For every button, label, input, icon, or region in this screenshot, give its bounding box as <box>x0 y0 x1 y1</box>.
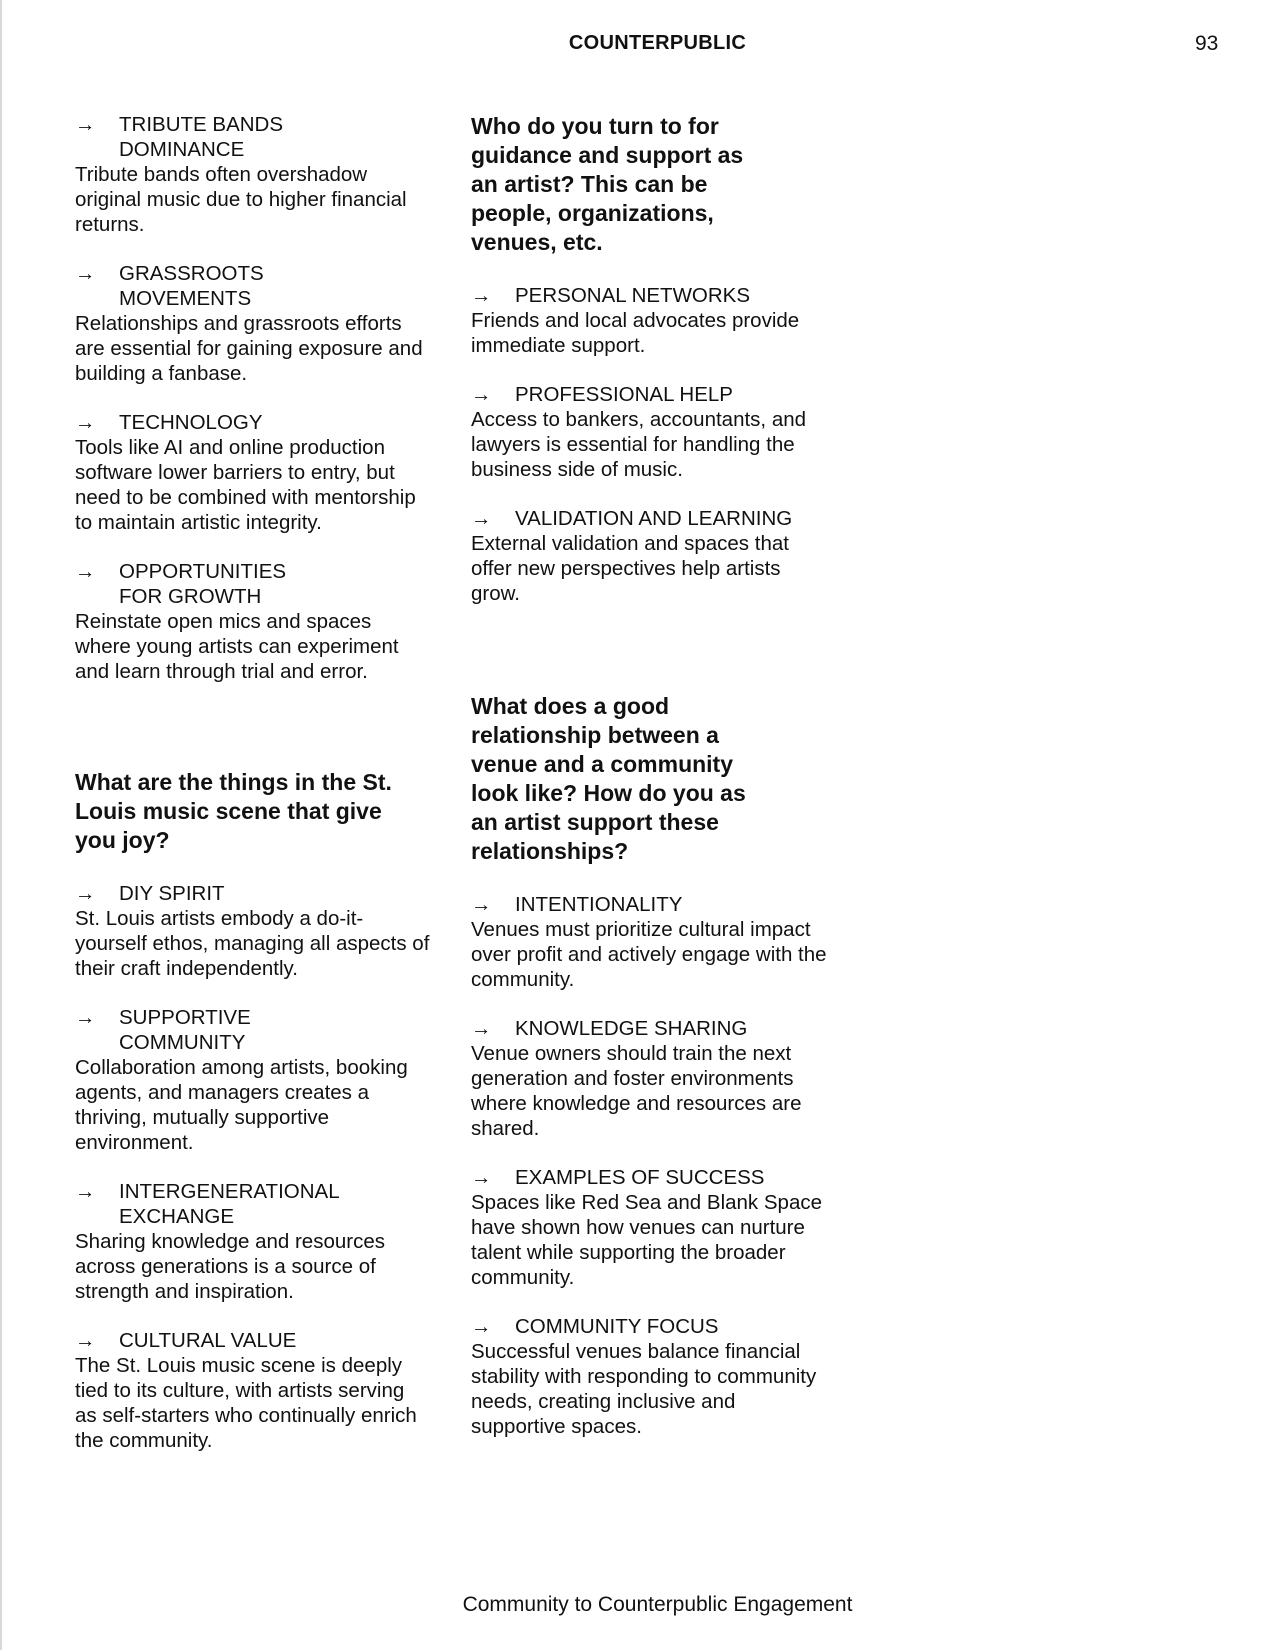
arrow-right-icon: → <box>75 113 96 136</box>
intro-findings-list <box>75 112 450 684</box>
footer-caption: Community to Counterpublic Engagement <box>462 1593 853 1616</box>
finding-item <box>75 1179 450 1304</box>
finding-heading <box>75 261 450 311</box>
finding-title: COMMUNITY FOCUS <box>515 1315 719 1338</box>
arrow-right-icon: → <box>471 893 492 916</box>
finding-title: TECHNOLOGY <box>119 411 263 434</box>
arrow-right-icon: → <box>75 1006 96 1029</box>
finding-heading <box>471 1016 871 1041</box>
finding-title: PROFESSIONAL HELP <box>515 383 733 406</box>
finding-description: Tools like AI and online production software lower barriers to entry, but need to be combined with mentorship to maintain artistic integrity. <box>75 436 416 534</box>
finding-description: Relationships and grassroots efforts are essential for gaining exposure and building a fanbase. <box>75 312 423 385</box>
finding-title: VALIDATION AND LEARNING <box>515 507 793 530</box>
finding-item <box>75 1005 450 1155</box>
finding-heading <box>75 112 450 162</box>
finding-description: Collaboration among artists, booking agents, and managers creates a thriving, mutually supportive environment. <box>75 1056 408 1154</box>
arrow-right-icon: → <box>75 560 96 583</box>
finding-item <box>75 410 450 535</box>
finding-description: Venue owners should train the next generation and foster environments where knowledge and resources are shared. <box>471 1042 802 1140</box>
finding-item <box>75 559 450 684</box>
left-column <box>75 112 450 1477</box>
finding-item <box>75 881 450 981</box>
running-header-title: COUNTERPUBLIC <box>568 32 747 54</box>
finding-heading <box>75 1179 450 1229</box>
finding-description: Spaces like Red Sea and Blank Space have shown how venues can nurture talent while supporting the broader community. <box>471 1191 823 1289</box>
arrow-right-icon: → <box>471 1017 492 1040</box>
finding-description: External validation and spaces that offer new perspectives help artists grow. <box>471 532 789 605</box>
finding-description: Successful venues balance financial stability with responding to community needs, creating inclusive and supportive spaces. <box>471 1340 817 1438</box>
arrow-right-icon: → <box>471 284 492 307</box>
finding-item <box>471 1314 871 1439</box>
arrow-right-icon: → <box>75 411 96 434</box>
finding-heading <box>471 1165 871 1190</box>
finding-description: Friends and local advocates provide immediate support. <box>471 309 800 357</box>
finding-title: SUPPORTIVE COMMUNITY <box>119 1006 251 1054</box>
finding-heading <box>471 506 871 531</box>
finding-item <box>75 1328 450 1453</box>
finding-item <box>471 283 871 358</box>
finding-item <box>75 261 450 386</box>
joy-findings-list <box>75 881 450 1453</box>
joy-question: What are the things in the St. Louis music scene that give you joy? <box>75 769 392 853</box>
finding-heading <box>471 283 871 308</box>
finding-title: DIY SPIRIT <box>119 882 225 905</box>
page-edge-rule <box>0 0 2 1650</box>
finding-description: Sharing knowledge and resources across generations is a source of strength and inspiration. <box>75 1230 385 1303</box>
finding-title: TRIBUTE BANDS DOMINANCE <box>119 113 284 161</box>
arrow-right-icon: → <box>75 262 96 285</box>
finding-title: GRASSROOTS MOVEMENTS <box>119 262 264 310</box>
finding-item <box>471 1016 871 1141</box>
page-number: 93 <box>1195 32 1219 55</box>
guidance-findings-list <box>471 283 871 606</box>
finding-title: PERSONAL NETWORKS <box>515 284 751 307</box>
finding-heading <box>75 410 450 435</box>
finding-title: INTENTIONALITY <box>515 893 683 916</box>
right-column <box>471 112 871 1463</box>
finding-description: Access to bankers, accountants, and lawyers is essential for handling the business side of music. <box>471 408 807 481</box>
venue-findings-list <box>471 892 871 1439</box>
finding-description: St. Louis artists embody a do-it-yourself ethos, managing all aspects of their craft independently. <box>75 907 430 980</box>
finding-description: Tribute bands often overshadow original music due to higher financial returns. <box>75 163 407 236</box>
arrow-right-icon: → <box>75 1180 96 1203</box>
arrow-right-icon: → <box>471 1166 492 1189</box>
finding-description: Venues must prioritize cultural impact over profit and actively engage with the community. <box>471 918 827 991</box>
finding-heading <box>75 559 450 609</box>
arrow-right-icon: → <box>471 383 492 406</box>
finding-title: CULTURAL VALUE <box>119 1329 297 1352</box>
finding-heading <box>471 892 871 917</box>
finding-heading <box>75 881 450 906</box>
finding-heading <box>471 382 871 407</box>
finding-item <box>471 382 871 482</box>
finding-title: INTERGENERATIONAL EXCHANGE <box>119 1180 339 1228</box>
guidance-question: Who do you turn to for guidance and support as an artist? This can be people, organizations, venues, etc. <box>471 113 744 255</box>
arrow-right-icon: → <box>471 507 492 530</box>
finding-item <box>471 506 871 606</box>
finding-title: KNOWLEDGE SHARING <box>515 1017 748 1040</box>
finding-heading <box>75 1005 450 1055</box>
finding-item <box>471 1165 871 1290</box>
finding-title: OPPORTUNITIES FOR GROWTH <box>119 560 287 608</box>
arrow-right-icon: → <box>471 1315 492 1338</box>
finding-description: The St. Louis music scene is deeply tied to its culture, with artists serving as self-starters who continually enrich the community. <box>75 1354 417 1452</box>
venue-question: What does a good relationship between a venue and a community look like? How do you as an artist support these relationships? <box>471 693 746 864</box>
finding-title: EXAMPLES OF SUCCESS <box>515 1166 765 1189</box>
arrow-right-icon: → <box>75 882 96 905</box>
finding-heading <box>75 1328 450 1353</box>
finding-item <box>75 112 450 237</box>
arrow-right-icon: → <box>75 1329 96 1352</box>
finding-item <box>471 892 871 992</box>
finding-heading <box>471 1314 871 1339</box>
finding-description: Reinstate open mics and spaces where young artists can experiment and learn through trial and error. <box>75 610 399 683</box>
